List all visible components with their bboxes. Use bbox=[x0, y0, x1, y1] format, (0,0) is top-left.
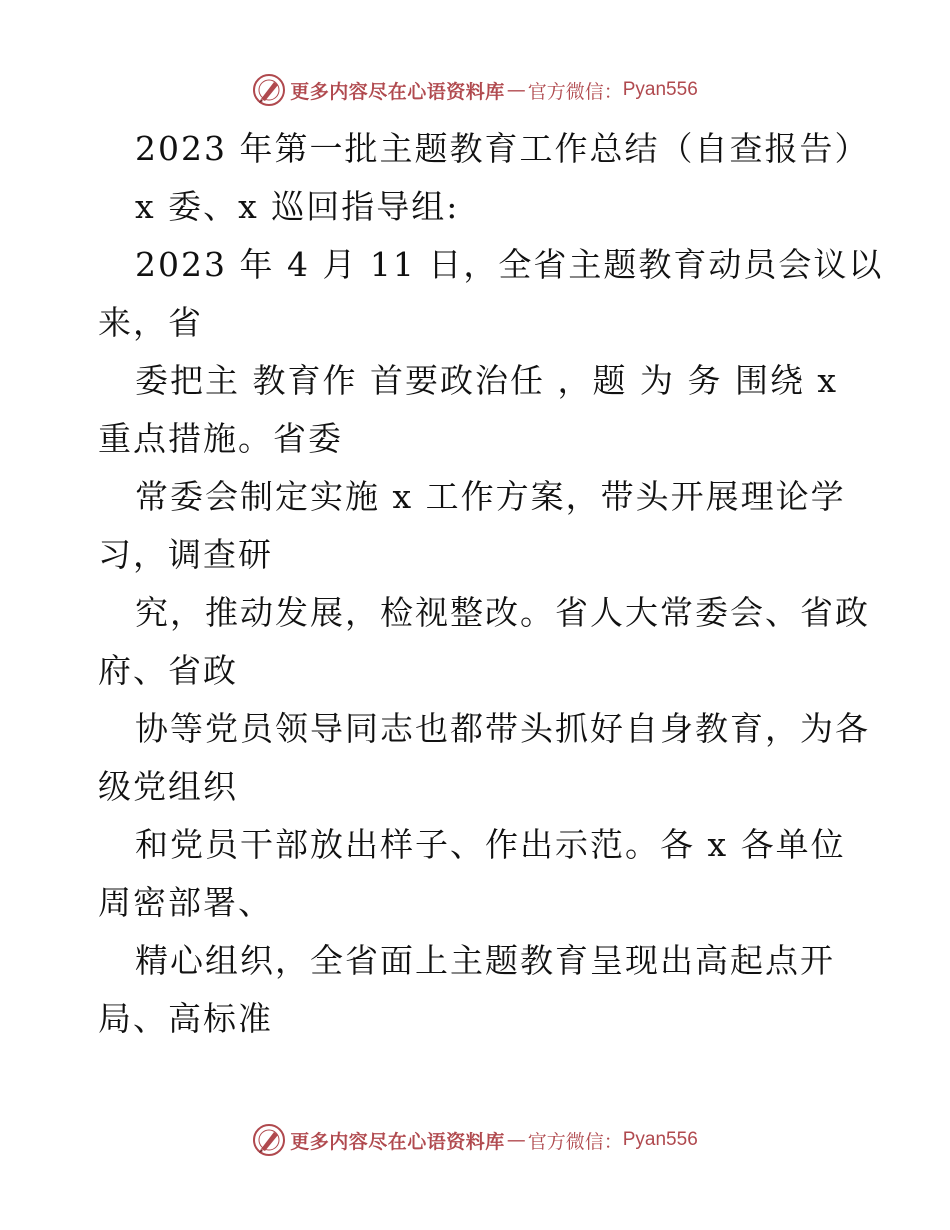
watermark-site-text: 更多内容尽在心语资料库 bbox=[290, 80, 505, 103]
paragraph-line: 级党组织 bbox=[98, 767, 238, 806]
paragraph-line: 府、省政 bbox=[98, 651, 238, 690]
paragraph-line: 究，推动发展，检视整改。省人大常委会、省政 bbox=[135, 593, 870, 632]
document-title: 2023 年第一批主题教育工作总结（自查报告） bbox=[135, 129, 870, 168]
paragraph-line: 委把主 教育作 首要政治任 ，题 为 务 围绕 x bbox=[135, 361, 839, 400]
header-watermark bbox=[0, 70, 950, 110]
watermark-contact-id: Pyan556 bbox=[622, 1129, 698, 1150]
paragraph-line: 2023 年 4 月 11 日，全省主题教育动员会议以 bbox=[135, 245, 884, 284]
watermark-contact-id: Pyan556 bbox=[622, 79, 698, 100]
paragraph-line: 习，调查研 bbox=[98, 535, 273, 574]
watermark-contact-label: 官方微信： bbox=[527, 1130, 623, 1153]
quill-pen-logo-icon bbox=[252, 73, 286, 107]
paragraph-line: 局、高标准 bbox=[98, 999, 273, 1038]
document-salutation: x 委、x 巡回指导组: bbox=[135, 187, 460, 226]
watermark-site-text: 更多内容尽在心语资料库 bbox=[290, 1130, 505, 1153]
paragraph-line: 常委会制定实施 x 工作方案，带头开展理论学 bbox=[135, 477, 846, 516]
paragraph-line: 和党员干部放出样子、作出示范。各 x 各单位 bbox=[135, 825, 846, 864]
paragraph-line: 协等党员领导同志也都带头抓好自身教育，为各 bbox=[135, 709, 870, 748]
quill-pen-logo-icon bbox=[252, 1123, 286, 1157]
watermark-contact-label: 官方微信： bbox=[527, 80, 623, 103]
watermark-separator: — bbox=[506, 1129, 526, 1151]
paragraph-line: 精心组织，全省面上主题教育呈现出高起点开 bbox=[135, 941, 835, 980]
paragraph-line: 重点措施。省委 bbox=[98, 419, 343, 458]
watermark-separator: — bbox=[506, 79, 526, 101]
footer-watermark bbox=[0, 1120, 950, 1160]
paragraph-line: 周密部署、 bbox=[98, 883, 273, 922]
paragraph-line: 来，省 bbox=[98, 303, 203, 342]
document-body bbox=[98, 120, 884, 1048]
